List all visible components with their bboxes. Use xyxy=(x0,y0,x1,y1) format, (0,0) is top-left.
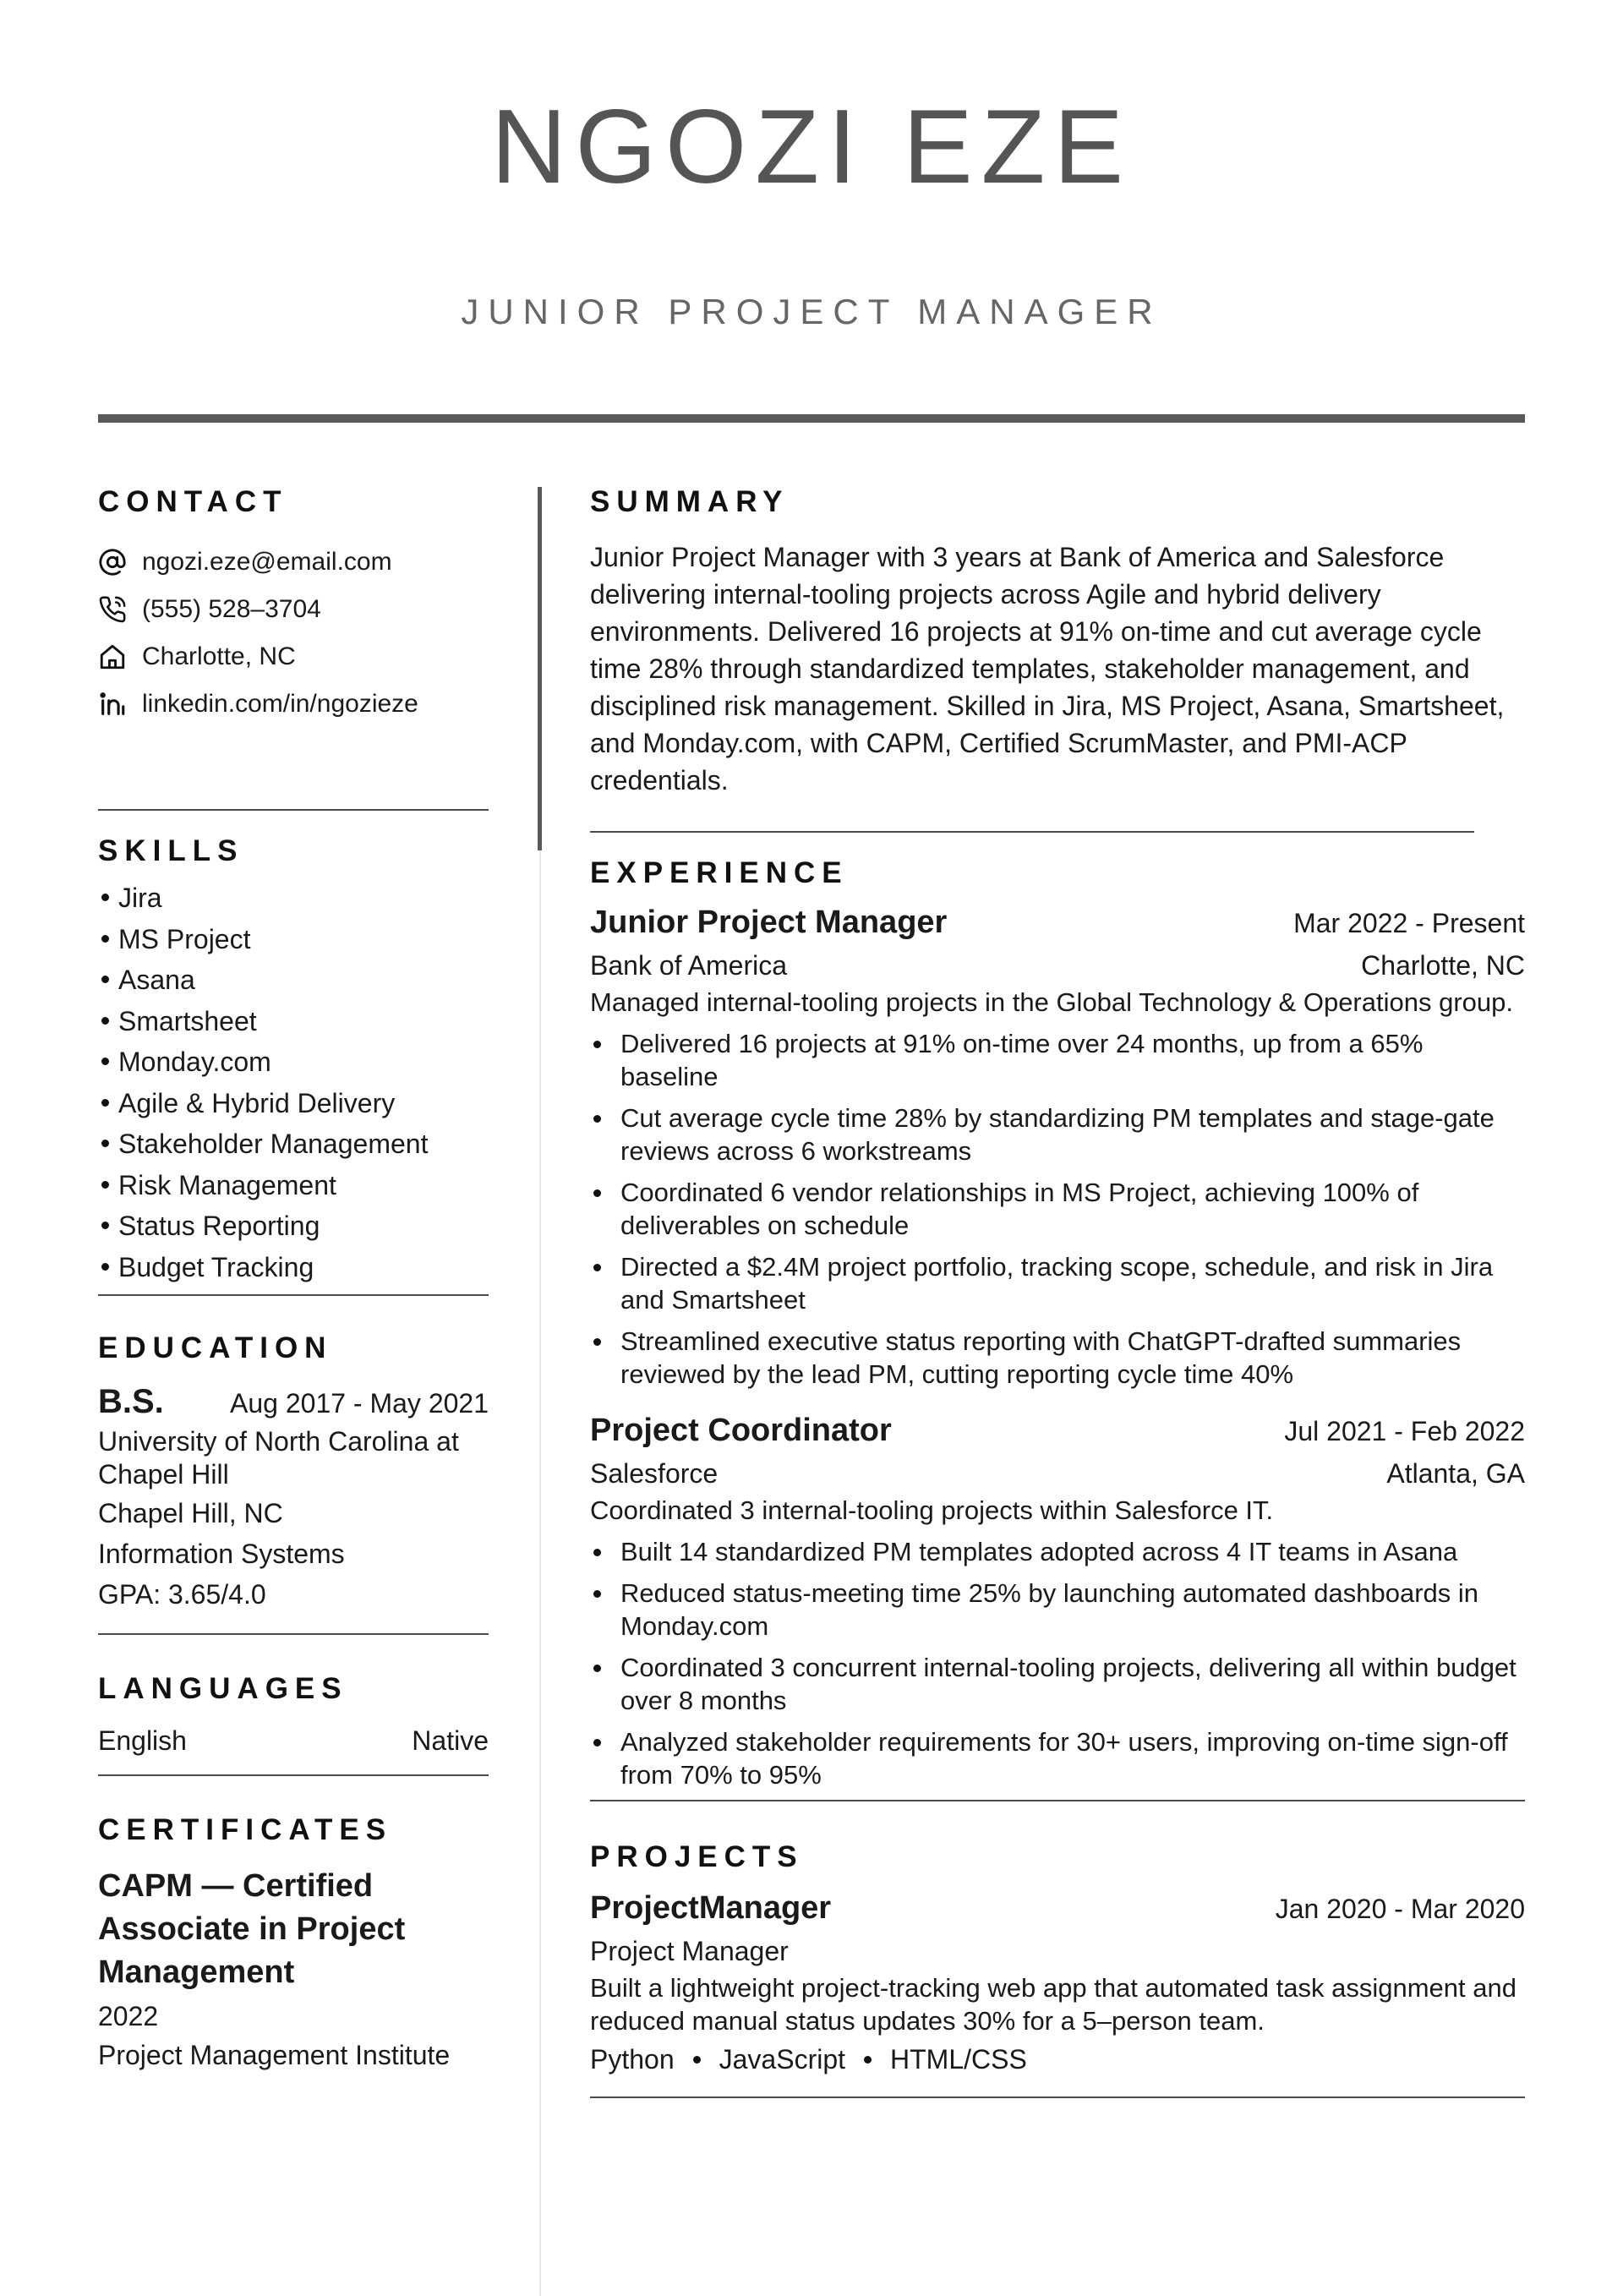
job-dates: Mar 2022 - Present xyxy=(1293,908,1525,938)
project-dates: Jan 2020 - Mar 2020 xyxy=(1275,1894,1525,1924)
skill-item: Smartsheet xyxy=(98,1001,489,1042)
skill-item: Budget Tracking xyxy=(98,1247,489,1288)
linkedin-icon xyxy=(98,690,127,719)
skill-item: MS Project xyxy=(98,919,489,960)
job-title: Project Coordinator xyxy=(590,1413,892,1448)
home-icon xyxy=(98,642,127,671)
skill-item: Stakeholder Management xyxy=(98,1123,489,1165)
tech-separator xyxy=(693,2056,701,2064)
experience-section xyxy=(590,858,1525,1791)
experience-divider xyxy=(590,1800,1525,1801)
tech-item: Python xyxy=(590,2044,675,2075)
skills-section xyxy=(98,836,489,1287)
certificate-title: CAPM — Certified Associate in Project Management xyxy=(98,1868,406,1990)
job-bullet: Streamlined executive status reporting with ChatGPT-drafted summaries reviewed by the lead PM, cutting reporting cycle time 40% xyxy=(590,1325,1525,1391)
left-divider-4 xyxy=(98,1774,489,1776)
candidate-title: JUNIOR PROJECT MANAGER xyxy=(461,292,1162,331)
education-gpa: GPA: 3.65/4.0 xyxy=(98,1579,266,1610)
contact-section xyxy=(98,487,489,728)
contact-phone-text: (555) 528–3704 xyxy=(142,595,321,623)
projects-heading: PROJECTS xyxy=(590,1840,804,1873)
job-bullet: Coordinated 3 concurrent internal-tooling projects, delivering all within budget over 8 months xyxy=(590,1651,1525,1717)
column-divider-light xyxy=(539,850,541,2296)
job-bullet: Delivered 16 projects at 91% on-time over 24 months, up from a 65% baseline xyxy=(590,1027,1525,1093)
skill-item: Monday.com xyxy=(98,1041,489,1083)
left-divider-2 xyxy=(98,1294,489,1296)
project-name: ProjectManager xyxy=(590,1890,832,1926)
education-location: Chapel Hill, NC xyxy=(98,1498,283,1528)
education-school: University of North Carolina at Chapel Hill xyxy=(98,1426,459,1490)
skill-item: Asana xyxy=(98,959,489,1001)
left-divider-1 xyxy=(98,809,489,811)
summary-text: Junior Project Manager with 3 years at Bank of America and Salesforce delivering internal-tooling projects across Agile and hybrid delivery environments. Delivered 16 projects at 91% on-time and cut average cycle time 28% through standardized templates, stakeholder management, and disciplined risk management. Skilled in Jira, MS Project, Asana, Smartsheet, and Monday.com, with CAPM, Certified ScrumMaster, and PMI-ACP credentials. xyxy=(590,542,1505,795)
job-title: Junior Project Manager xyxy=(590,905,948,940)
summary-divider xyxy=(590,831,1474,833)
job-location: Atlanta, GA xyxy=(1386,1458,1525,1489)
certificates-heading: CERTIFICATES xyxy=(98,1813,393,1846)
languages-heading: LANGUAGES xyxy=(98,1672,348,1705)
contact-linkedin[interactable] xyxy=(98,681,489,728)
education-field: Information Systems xyxy=(98,1539,345,1569)
certificates-section xyxy=(98,1815,489,2074)
skills-heading: SKILLS xyxy=(98,834,244,867)
contact-email-text: ngozi.eze@email.com xyxy=(142,548,392,576)
skill-item: Jira xyxy=(98,877,489,919)
contact-linkedin-text: linkedin.com/in/ngozieze xyxy=(142,690,418,718)
right-column xyxy=(590,487,1525,2098)
education-section xyxy=(98,1333,489,1615)
skill-item: Risk Management xyxy=(98,1165,489,1206)
certificate-year: 2022 xyxy=(98,2001,159,2031)
phone-icon xyxy=(98,595,127,624)
candidate-name: NGOZI EZE xyxy=(490,89,1133,205)
project-description: Built a lightweight project-tracking web app that automated task assignment and reduced manual status updates 30% for a 5–person team. xyxy=(590,1973,1516,2036)
job-bullets xyxy=(590,1027,1525,1391)
tech-separator xyxy=(864,2056,872,2064)
left-column xyxy=(98,487,489,2074)
job-bullet: Analyzed stakeholder requirements for 30+ users, improving on-time sign-off from 70% to 95% xyxy=(590,1725,1525,1791)
at-sign-icon xyxy=(98,548,127,577)
experience-heading: EXPERIENCE xyxy=(590,856,849,889)
job-bullet: Reduced status-meeting time 25% by launching automated dashboards in Monday.com xyxy=(590,1577,1525,1643)
certificate-issuer: Project Management Institute xyxy=(98,2040,451,2070)
job-company: Bank of America xyxy=(590,950,787,981)
project-tech-list xyxy=(590,2041,1525,2078)
contact-phone[interactable] xyxy=(98,586,489,633)
language-level: Native xyxy=(412,1725,489,1756)
job-description: Managed internal-tooling projects in the Global Technology & Operations group. xyxy=(590,987,1513,1017)
education-heading: EDUCATION xyxy=(98,1331,333,1364)
job-location: Charlotte, NC xyxy=(1361,950,1525,981)
projects-divider xyxy=(590,2096,1525,2098)
summary-section xyxy=(590,487,1525,799)
contact-heading: CONTACT xyxy=(98,485,288,518)
column-divider xyxy=(538,487,542,850)
language-row xyxy=(98,1722,489,1759)
language-name: English xyxy=(98,1725,187,1756)
tech-item: JavaScript xyxy=(719,2044,846,2075)
skill-item: Status Reporting xyxy=(98,1205,489,1247)
job-bullet: Directed a $2.4M project portfolio, tracking scope, schedule, and risk in Jira and Smartsheet xyxy=(590,1250,1525,1316)
contact-location-text: Charlotte, NC xyxy=(142,642,296,670)
job-bullet: Coordinated 6 vendor relationships in MS Project, achieving 100% of deliverables on schedule xyxy=(590,1176,1525,1242)
job-company: Salesforce xyxy=(590,1458,719,1489)
job-entry xyxy=(590,899,1525,1391)
job-bullets xyxy=(590,1535,1525,1791)
skill-item: Agile & Hybrid Delivery xyxy=(98,1083,489,1124)
projects-section xyxy=(590,1842,1525,2078)
job-dates: Jul 2021 - Feb 2022 xyxy=(1284,1416,1525,1446)
job-entry xyxy=(590,1408,1525,1791)
contact-email[interactable] xyxy=(98,538,489,586)
education-dates: Aug 2017 - May 2021 xyxy=(230,1388,489,1419)
tech-item: HTML/CSS xyxy=(890,2044,1027,2075)
job-bullet: Built 14 standardized PM templates adopted across 4 IT teams in Asana xyxy=(590,1535,1525,1568)
project-role: Project Manager xyxy=(590,1936,789,1966)
left-divider-3 xyxy=(98,1633,489,1635)
job-description: Coordinated 3 internal-tooling projects within Salesforce IT. xyxy=(590,1495,1274,1525)
header-divider xyxy=(98,414,1525,423)
languages-section xyxy=(98,1674,489,1759)
summary-heading: SUMMARY xyxy=(590,485,790,518)
job-bullet: Cut average cycle time 28% by standardizing PM templates and stage-gate reviews across 6 workstreams xyxy=(590,1102,1525,1167)
project-entry xyxy=(590,1885,1525,2078)
education-degree: B.S. xyxy=(98,1383,164,1420)
contact-location xyxy=(98,633,489,681)
